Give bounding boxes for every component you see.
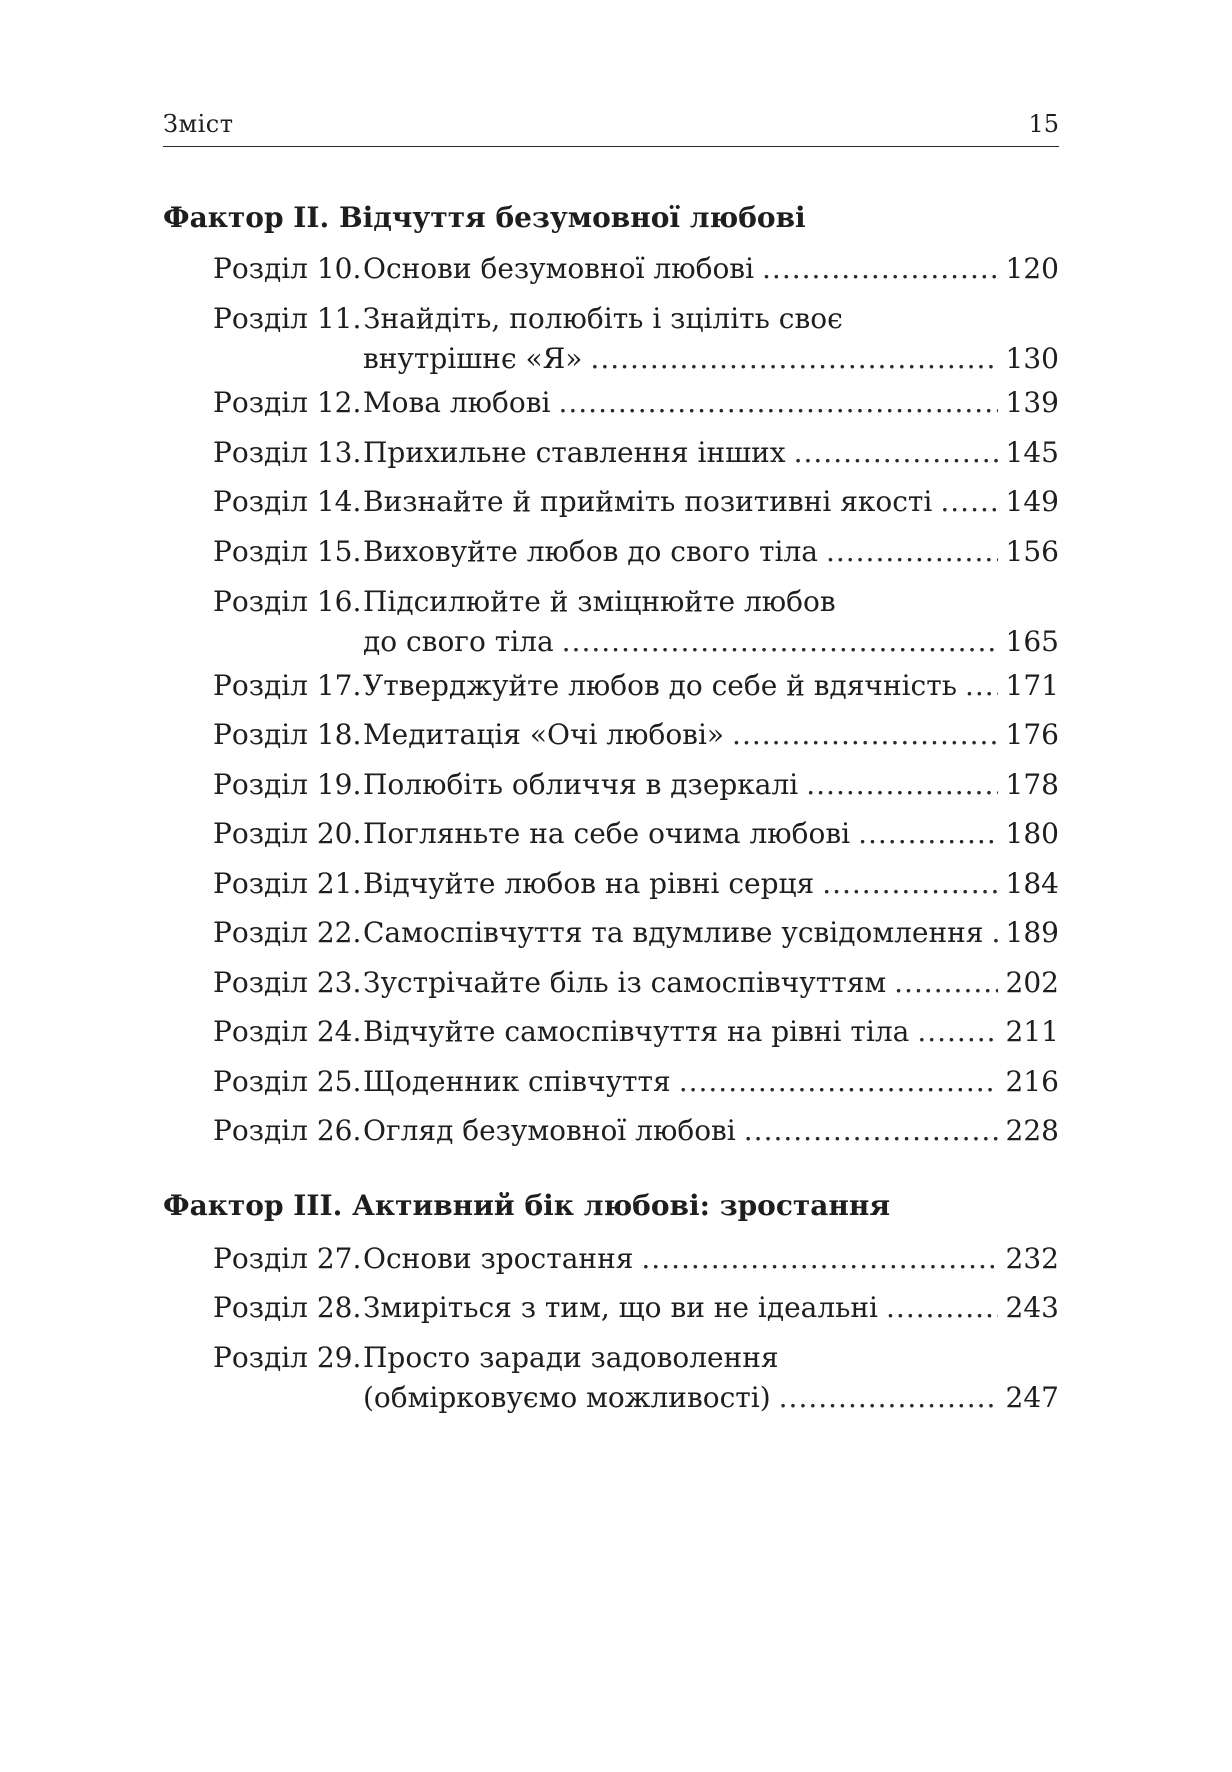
chapter-label: Розділ 12. xyxy=(213,386,362,419)
chapter-title: Погляньте на себе очима любові xyxy=(363,817,851,850)
dot-leader xyxy=(991,916,997,949)
chapter-title: Зустрічайте біль із самоспівчуттям xyxy=(363,966,887,999)
toc-entry[interactable] xyxy=(213,485,1059,525)
dot-leader xyxy=(894,966,997,999)
chapter-label: Розділ 15. xyxy=(213,535,362,568)
toc-entry[interactable] xyxy=(213,966,1059,1006)
chapter-label: Розділ 13. xyxy=(213,436,362,469)
chapter-label: Розділ 26. xyxy=(213,1114,362,1147)
chapter-page: 149 xyxy=(1005,485,1059,518)
chapter-label: Розділ 29. xyxy=(213,1341,362,1374)
dot-leader xyxy=(679,1065,998,1098)
toc-entry[interactable] xyxy=(213,1242,1059,1282)
chapter-title-cont: до свого тіла xyxy=(363,625,554,658)
toc-entry[interactable] xyxy=(213,386,1059,426)
dot-leader xyxy=(558,386,997,419)
header-title: Зміст xyxy=(163,110,234,138)
dot-leader xyxy=(562,625,998,658)
chapter-label: Розділ 22. xyxy=(213,916,362,949)
toc-entry[interactable] xyxy=(213,585,1059,665)
dot-leader xyxy=(762,252,998,285)
chapter-page: 211 xyxy=(1005,1015,1059,1048)
chapter-label: Розділ 10. xyxy=(213,252,362,285)
chapter-page: 176 xyxy=(1005,718,1059,751)
toc-entry[interactable] xyxy=(213,436,1059,476)
chapter-page: 178 xyxy=(1005,768,1059,801)
chapter-title: Основи безумовної любові xyxy=(363,252,755,285)
toc-entry[interactable] xyxy=(213,916,1059,956)
dot-leader xyxy=(822,867,997,900)
chapter-label: Розділ 21. xyxy=(213,867,362,900)
chapter-label: Розділ 28. xyxy=(213,1291,362,1324)
dot-leader xyxy=(744,1114,998,1147)
toc-entry[interactable] xyxy=(213,1341,1059,1421)
chapter-title: Визнайте й прийміть позитивні якості xyxy=(363,485,933,518)
toc-entry[interactable] xyxy=(213,1291,1059,1331)
dot-leader xyxy=(806,768,997,801)
chapter-page: 139 xyxy=(1005,386,1059,419)
dot-leader xyxy=(965,669,998,702)
toc-entry[interactable] xyxy=(213,817,1059,857)
dot-leader xyxy=(794,436,998,469)
chapter-title: Полюбіть обличчя в дзеркалі xyxy=(363,768,799,801)
chapter-page: 156 xyxy=(1005,535,1059,568)
running-header xyxy=(163,108,1059,147)
toc-entry[interactable] xyxy=(213,302,1059,382)
dot-leader xyxy=(858,817,997,850)
chapter-page: 228 xyxy=(1005,1114,1059,1147)
dot-leader xyxy=(641,1242,997,1275)
chapter-label: Розділ 17. xyxy=(213,669,362,702)
chapter-page: 202 xyxy=(1005,966,1059,999)
chapter-title: Виховуйте любов до свого тіла xyxy=(363,535,818,568)
dot-leader xyxy=(940,485,997,518)
chapter-title-cont: (обмірковуємо можливості) xyxy=(363,1381,771,1414)
toc-entry[interactable] xyxy=(213,1114,1059,1154)
chapter-title: Прихильне ставлення інших xyxy=(363,436,786,469)
toc-entry[interactable] xyxy=(213,1065,1059,1105)
chapter-title: Відчуйте любов на рівні серця xyxy=(363,867,815,900)
chapter-title-cont: внутрішнє «Я» xyxy=(363,342,583,375)
chapter-title: Огляд безумовної любові xyxy=(363,1114,736,1147)
chapter-title: Знайдіть, полюбіть і зцiліть своє xyxy=(363,302,843,335)
chapter-label: Розділ 24. xyxy=(213,1015,362,1048)
section-heading: Фактор II. Відчуття безумовної любові xyxy=(163,201,806,234)
chapter-label: Розділ 20. xyxy=(213,817,362,850)
chapter-title: Підсилюйте й зміцнюйте любов xyxy=(363,585,836,618)
dot-leader xyxy=(917,1015,997,1048)
chapter-label: Розділ 23. xyxy=(213,966,362,999)
section-heading: Фактор III. Активний бік любові: зростання xyxy=(163,1189,891,1222)
chapter-label: Розділ 19. xyxy=(213,768,362,801)
chapter-title: Основи зростання xyxy=(363,1242,634,1275)
chapter-title: Утверджуйте любов до себе й вдячність xyxy=(363,669,957,702)
chapter-title: Відчуйте самоспівчуття на рівні тіла xyxy=(363,1015,910,1048)
dot-leader xyxy=(590,342,997,375)
chapter-title: Мова любові xyxy=(363,386,551,419)
toc-entry[interactable] xyxy=(213,768,1059,808)
toc-entry[interactable] xyxy=(213,718,1059,758)
toc-entry[interactable] xyxy=(213,252,1059,292)
toc-entry[interactable] xyxy=(213,867,1059,907)
chapter-page: 216 xyxy=(1005,1065,1059,1098)
page-number: 15 xyxy=(1028,110,1059,138)
chapter-title: Просто заради задоволення xyxy=(363,1341,779,1374)
chapter-page: 189 xyxy=(1005,916,1059,949)
chapter-title: Щоденник співчуття xyxy=(363,1065,671,1098)
chapter-page: 145 xyxy=(1005,436,1059,469)
chapter-page: 184 xyxy=(1005,867,1059,900)
chapter-page: 232 xyxy=(1005,1242,1059,1275)
chapter-label: Розділ 25. xyxy=(213,1065,362,1098)
chapter-label: Розділ 16. xyxy=(213,585,362,618)
chapter-page: 165 xyxy=(1005,625,1059,658)
chapter-page: 243 xyxy=(1005,1291,1059,1324)
chapter-title: Самоспівчуття та вдумливе усвідомлення xyxy=(363,916,984,949)
chapter-label: Розділ 14. xyxy=(213,485,362,518)
chapter-label: Розділ 11. xyxy=(213,302,362,335)
chapter-page: 120 xyxy=(1005,252,1059,285)
chapter-page: 247 xyxy=(1005,1381,1059,1414)
toc-entry[interactable] xyxy=(213,669,1059,709)
chapter-title: Змиріться з тим, що ви не ідеальні xyxy=(363,1291,879,1324)
toc-entry[interactable] xyxy=(213,1015,1059,1055)
dot-leader xyxy=(886,1291,998,1324)
dot-leader xyxy=(826,535,998,568)
chapter-title: Медитація «Очі любові» xyxy=(363,718,725,751)
chapter-label: Розділ 18. xyxy=(213,718,362,751)
dot-leader xyxy=(779,1381,998,1414)
toc-entry[interactable] xyxy=(213,535,1059,575)
dot-leader xyxy=(732,718,998,751)
chapter-page: 180 xyxy=(1005,817,1059,850)
chapter-page: 171 xyxy=(1005,669,1059,702)
chapter-page: 130 xyxy=(1005,342,1059,375)
chapter-label: Розділ 27. xyxy=(213,1242,362,1275)
